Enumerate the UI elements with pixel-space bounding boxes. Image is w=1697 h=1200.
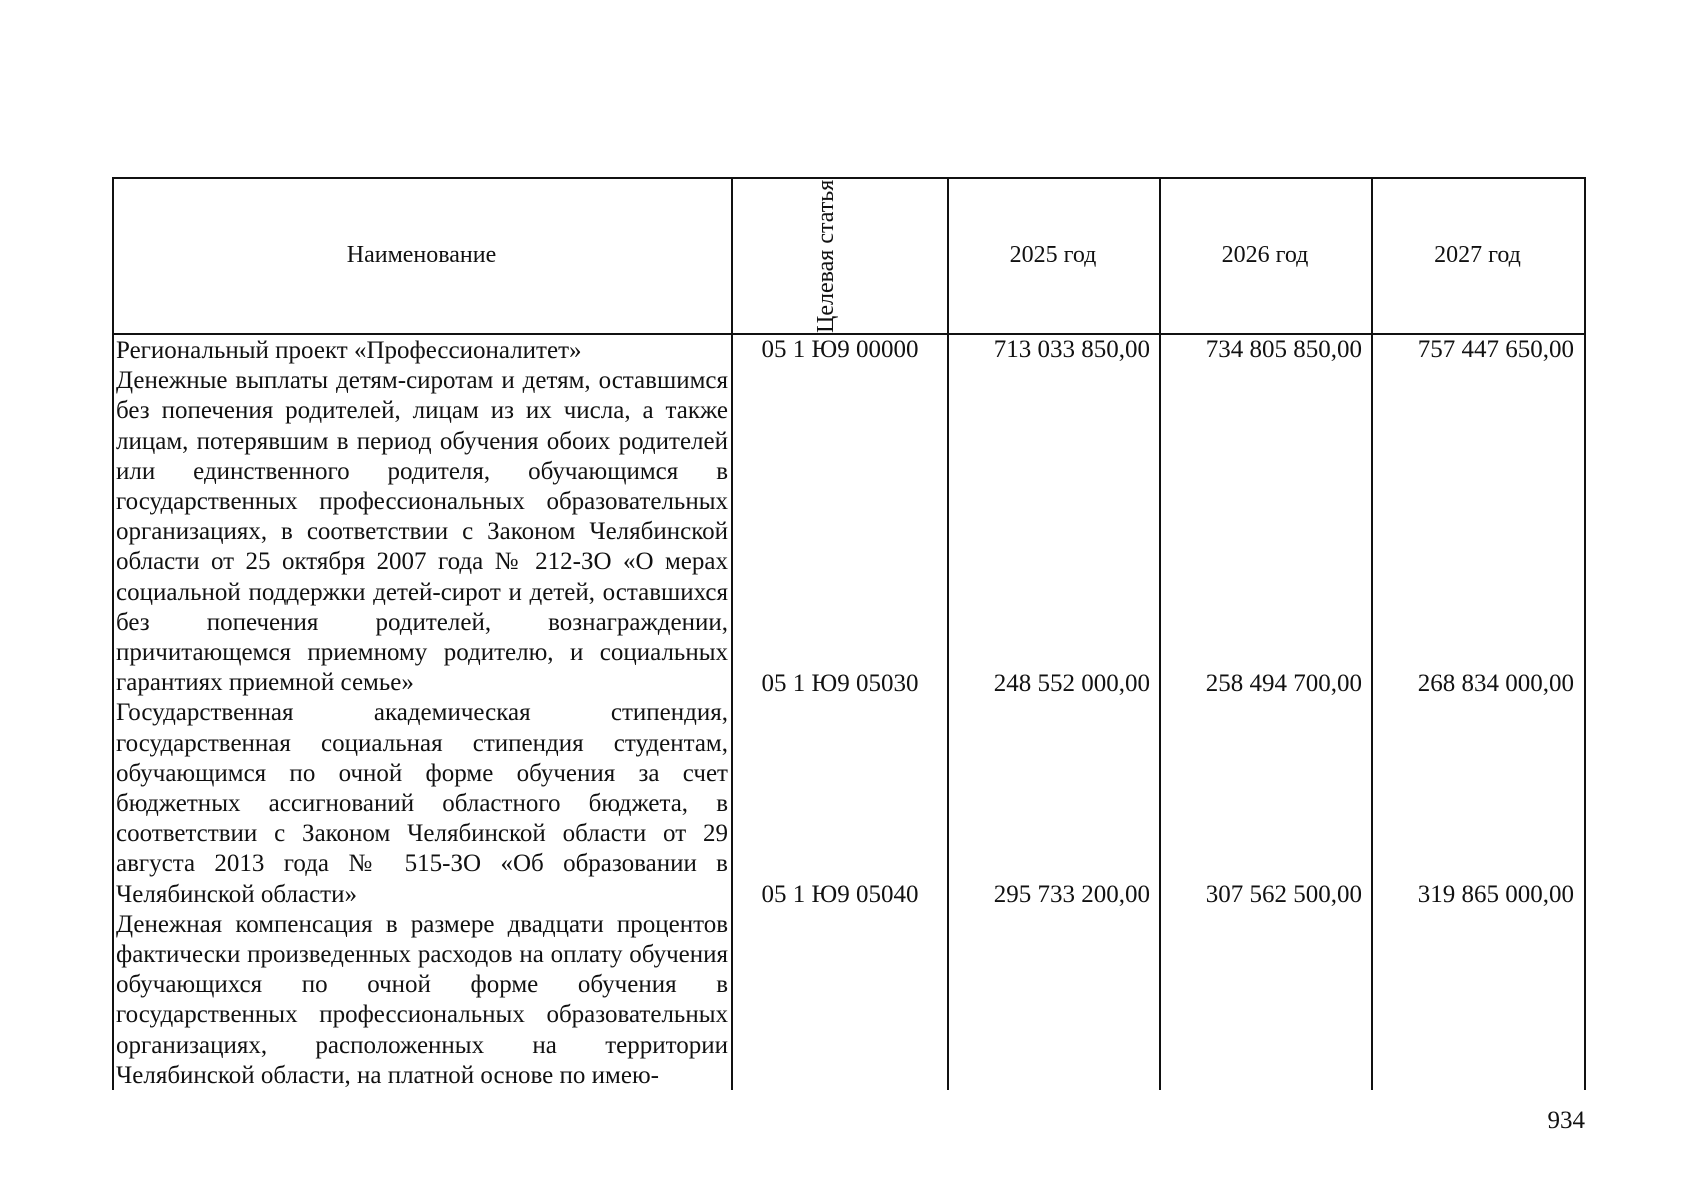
header-2027: 2027 год — [1434, 241, 1521, 268]
name-column — [116, 336, 728, 1091]
row-value-2026: 258 494 700,00 — [1205, 670, 1362, 697]
row-code: 05 1 Ю9 00000 — [761, 336, 919, 363]
col-divider-1 — [731, 177, 733, 1090]
row-name: Денежная компенсация в размере двадцати процентов фактически произведенных расходов на оплату обучения обучающихся по очной форме обучения в государственных профессиональных образовательных организациях, расположенных на территории Челябинской области, на платной основе по имею- — [116, 910, 728, 1089]
row-value-2025: 248 552 000,00 — [993, 670, 1150, 697]
row-value-2025: 295 733 200,00 — [993, 881, 1150, 908]
row-value-2025: 713 033 850,00 — [993, 336, 1150, 363]
row-name: Государственная академическая стипендия, государственная социальная стипендия студентам, обучающимся по очной форме обучения за счет бюджетных ассигнований областного бюджета, в соответствии с Законом Челябинской области от 29 августа 2013 года № 515-ЗО «Об образовании в Челябинской области» — [116, 699, 728, 908]
row-value-2027: 268 834 000,00 — [1417, 670, 1574, 697]
header-2025: 2025 год — [1009, 241, 1097, 268]
table-right-border — [1584, 177, 1586, 1090]
row-name: Региональный проект «Профессионалитет» — [116, 337, 582, 364]
header-bottom-border — [112, 333, 1586, 335]
row-code: 05 1 Ю9 05040 — [761, 881, 919, 908]
page-number: 934 — [1547, 1107, 1585, 1134]
header-target-article: Целевая статья — [813, 179, 839, 333]
header-name: Наименование — [346, 241, 497, 268]
header-2026: 2026 год — [1221, 241, 1309, 268]
row-value-2026: 734 805 850,00 — [1205, 336, 1362, 363]
row-code: 05 1 Ю9 05030 — [761, 670, 919, 697]
row-name: Денежные выплаты детям-сиротам и детям, оставшимся без попечения родителей, лицам из их числа, а также лицам, потерявшим в период обучения обоих родителей или единственного родителя, обучающимся в государственных профессиональных образовательных организациях, в соответствии с Законом Челябинской области от 25 октября 2007 года № 212-ЗО «О мерах социальной поддержки детей-сирот и детей, оставшихся без попечения родителей, вознаграждении, причитающемся приемному родителю, и социальных гарантиях приемной семье» — [116, 367, 728, 697]
row-value-2026: 307 562 500,00 — [1205, 881, 1362, 908]
budget-table — [112, 177, 1586, 1090]
row-value-2027: 319 865 000,00 — [1417, 881, 1574, 908]
row-value-2027: 757 447 650,00 — [1417, 336, 1574, 363]
